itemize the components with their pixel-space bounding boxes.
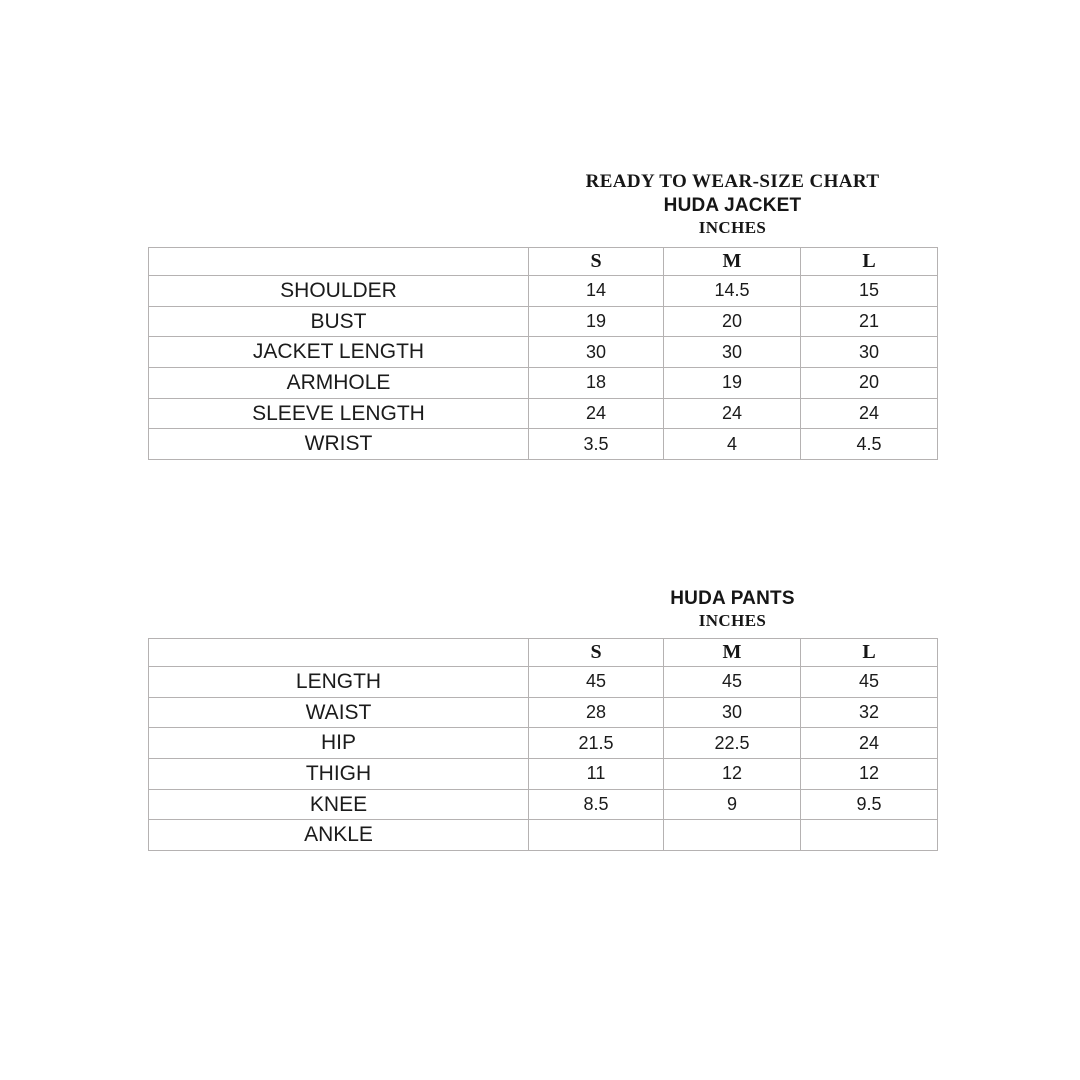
jacket-size-header-m: M — [664, 248, 801, 276]
value-l: 15 — [801, 276, 938, 307]
value-m: 30 — [664, 337, 801, 368]
row-label: HIP — [149, 728, 529, 759]
row-label: ARMHOLE — [149, 368, 529, 399]
value-l: 32 — [801, 697, 938, 728]
ready-to-wear-title: READY TO WEAR-SIZE CHART — [585, 171, 880, 192]
value-m — [664, 820, 801, 851]
jacket-header-row — [149, 248, 938, 276]
value-l: 30 — [801, 337, 938, 368]
value-l: 4.5 — [801, 429, 938, 460]
value-l: 21 — [801, 306, 938, 337]
row-label: WRIST — [149, 429, 529, 460]
pants-subtitle: HUDA PANTS — [670, 588, 795, 609]
pants-size-header-m: M — [664, 639, 801, 667]
table-row-jacket-length — [149, 337, 938, 368]
row-label: KNEE — [149, 789, 529, 820]
value-m: 20 — [664, 306, 801, 337]
jacket-subtitle: HUDA JACKET — [663, 195, 802, 216]
value-m: 19 — [664, 368, 801, 399]
table-row-waist — [149, 697, 938, 728]
table-row-shoulder — [149, 276, 938, 307]
table-row-length — [149, 667, 938, 698]
jacket-size-table — [148, 247, 938, 460]
row-label: JACKET LENGTH — [149, 337, 529, 368]
value-m: 22.5 — [664, 728, 801, 759]
pants-empty-header-cell — [149, 639, 529, 667]
value-s: 21.5 — [529, 728, 664, 759]
table-row-hip — [149, 728, 938, 759]
table-row-sleeve-length — [149, 398, 938, 429]
table-row-knee — [149, 789, 938, 820]
jacket-size-header-s: S — [529, 248, 664, 276]
value-m: 12 — [664, 759, 801, 790]
jacket-unit-label: INCHES — [698, 218, 767, 237]
value-m: 9 — [664, 789, 801, 820]
value-l — [801, 820, 938, 851]
value-s: 14 — [529, 276, 664, 307]
value-s — [529, 820, 664, 851]
pants-header-row — [149, 639, 938, 667]
jacket-size-header-l: L — [801, 248, 938, 276]
value-l: 12 — [801, 759, 938, 790]
value-s: 11 — [529, 759, 664, 790]
pants-unit-label: INCHES — [698, 611, 767, 630]
jacket-empty-header-cell — [149, 248, 529, 276]
row-label: BUST — [149, 306, 529, 337]
table-row-ankle — [149, 820, 938, 851]
value-l: 20 — [801, 368, 938, 399]
value-s: 8.5 — [529, 789, 664, 820]
value-s: 45 — [529, 667, 664, 698]
row-label: ANKLE — [149, 820, 529, 851]
value-m: 45 — [664, 667, 801, 698]
pants-title-block — [528, 587, 937, 632]
row-label: THIGH — [149, 759, 529, 790]
row-label: LENGTH — [149, 667, 529, 698]
row-label: SLEEVE LENGTH — [149, 398, 529, 429]
value-s: 18 — [529, 368, 664, 399]
table-row-armhole — [149, 368, 938, 399]
value-m: 30 — [664, 697, 801, 728]
table-row-bust — [149, 306, 938, 337]
value-s: 3.5 — [529, 429, 664, 460]
value-m: 4 — [664, 429, 801, 460]
jacket-title-block — [528, 170, 937, 239]
row-label: WAIST — [149, 697, 529, 728]
value-s: 30 — [529, 337, 664, 368]
value-l: 24 — [801, 728, 938, 759]
row-label: SHOULDER — [149, 276, 529, 307]
value-l: 45 — [801, 667, 938, 698]
table-row-thigh — [149, 759, 938, 790]
value-s: 19 — [529, 306, 664, 337]
value-s: 24 — [529, 398, 664, 429]
value-m: 24 — [664, 398, 801, 429]
pants-size-header-l: L — [801, 639, 938, 667]
table-row-wrist — [149, 429, 938, 460]
value-m: 14.5 — [664, 276, 801, 307]
pants-size-header-s: S — [529, 639, 664, 667]
pants-size-table — [148, 638, 938, 851]
value-s: 28 — [529, 697, 664, 728]
value-l: 24 — [801, 398, 938, 429]
value-l: 9.5 — [801, 789, 938, 820]
